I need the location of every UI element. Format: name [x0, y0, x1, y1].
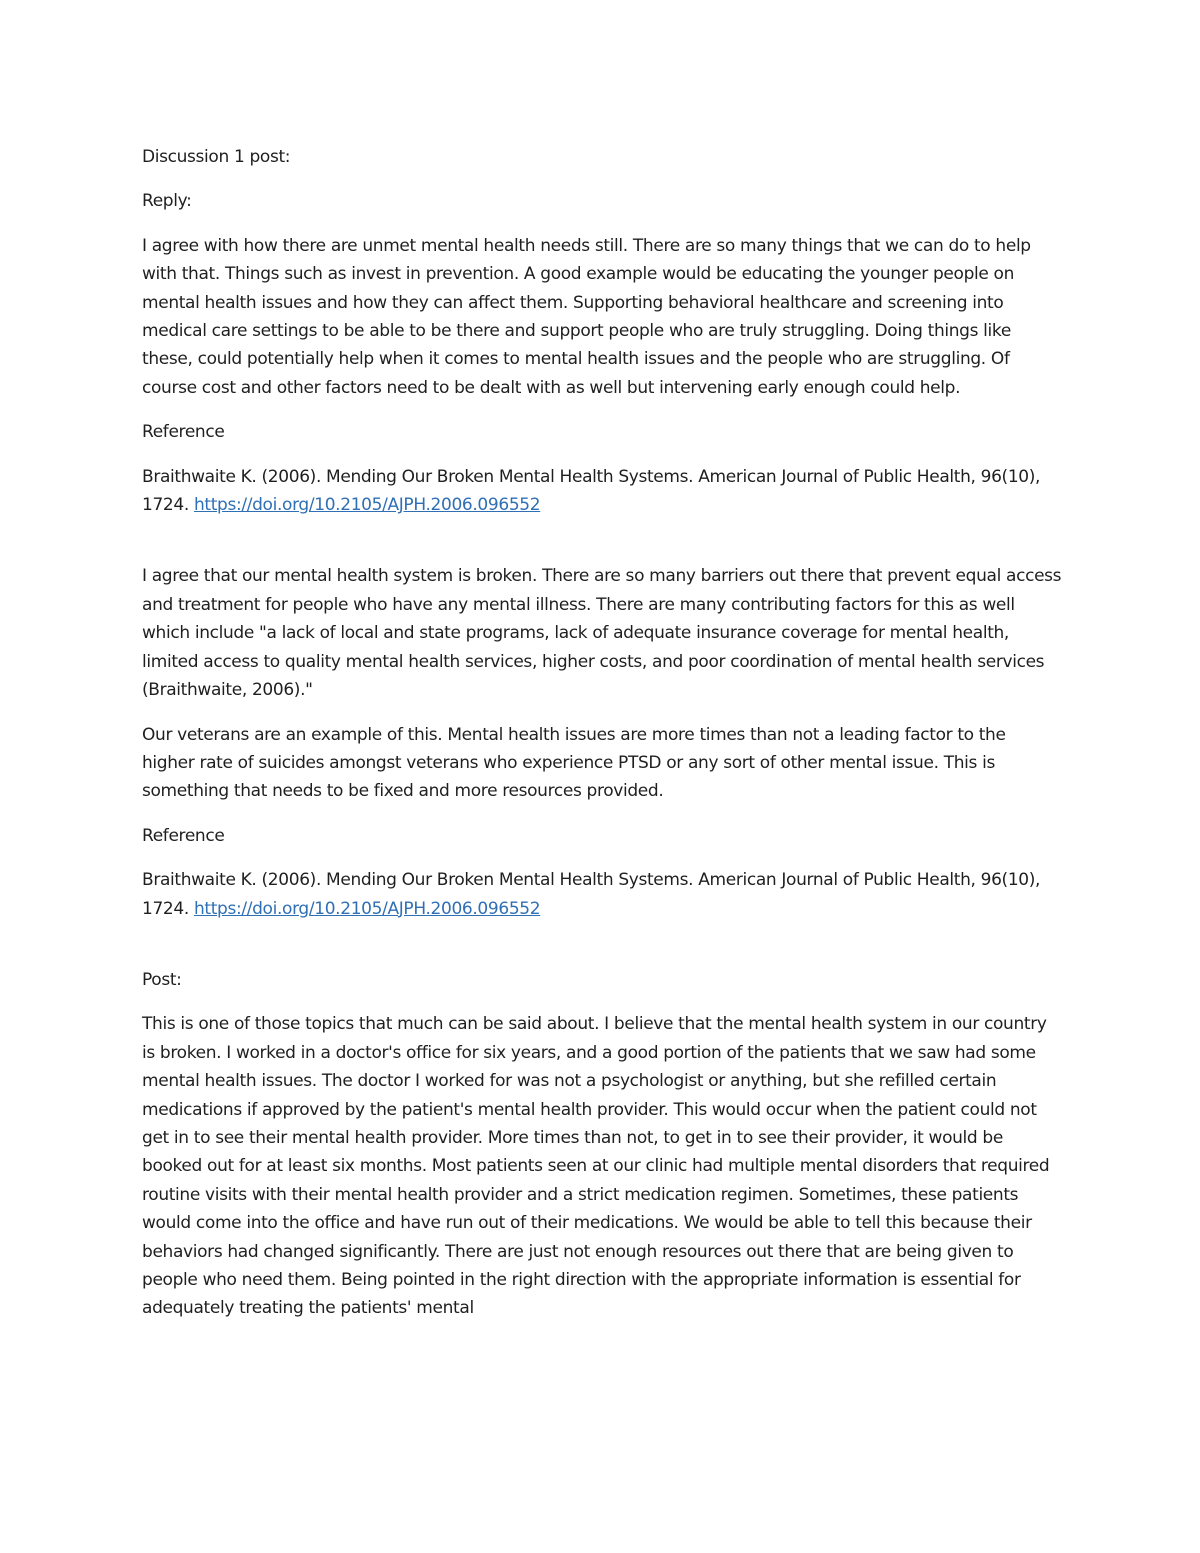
- reference-entry-2: [142, 866, 1062, 923]
- blank-line: [142, 535, 1062, 562]
- paragraph-3: Our veterans are an example of this. Mental health issues are more times than not a leading factor to the higher rate of suicides amongst veterans who experience PTSD or any sort of other mental issue. This is something that needs to be fixed and more resources provided.: [142, 724, 1006, 802]
- document-page: [142, 143, 1062, 1339]
- post-label: Post:: [142, 969, 182, 990]
- reference-label-1: Reference: [142, 422, 225, 443]
- reference-label-2: Reference: [142, 825, 225, 846]
- reference-citation-1: Braithwaite K. (2006). Mending Our Broken Mental Health Systems. American Journal of Public Health, 96(10), 1724.: [142, 466, 1041, 516]
- post-paragraph: This is one of those topics that much can be said about. I believe that the mental health system in our country is broken. I worked in a doctor's office for six years, and a good portion of the patients that we saw had some mental health issues. The doctor I worked for was not a psychologist or anything, but she refilled certain medications if approved by the patient's mental health provider. This would occur when the patient could not get in to see their mental health provider. More times than not, to get in to see their provider, it would be booked out for at least six months. Most patients seen at our clinic had multiple mental disorders that required routine visits with their mental health provider and a strict medication regimen. Sometimes, these patients would come into the office and have run out of their medications. We would be able to tell this because their behaviors had changed significantly. There are just not enough resources out there that are being given to people who need them. Being pointed in the right direction with the appropriate information is essential for adequately treating the patients' mental: [142, 1014, 1050, 1319]
- reply-paragraph: I agree with how there are unmet mental health needs still. There are so many things that we can do to help with that. Things such as invest in prevention. A good example would be educating the younger people on mental health issues and how they can affect them. Supporting behavioral healthcare and screening into medical care settings to be able to be there and support people who are truly struggling. Doing things like these, could potentially help when it comes to mental health issues and the people who are struggling. Of course cost and other factors need to be dealt with as well but intervening early enough could help.: [142, 235, 1031, 398]
- discussion-heading: Discussion 1 post:: [142, 147, 291, 167]
- reply-label: Reply:: [142, 191, 192, 212]
- paragraph-2: I agree that our mental health system is broken. There are so many barriers out there that prevent equal access and treatment for people who have any mental illness. There are many contributing factors for this as well which include "a lack of local and state programs, lack of adequate insurance coverage for mental health, limited access to quality mental health services, higher costs, and poor coordination of mental health services (Braithwaite, 2006).": [142, 566, 1062, 701]
- doi-link-2[interactable]: https://doi.org/10.2105/AJPH.2006.096552: [193, 898, 541, 919]
- reference-entry-1: [142, 463, 1062, 520]
- reference-citation-2: Braithwaite K. (2006). Mending Our Broken Mental Health Systems. American Journal of Public Health, 96(10), 1724.: [142, 870, 1041, 919]
- doi-link-1[interactable]: https://doi.org/10.2105/AJPH.2006.096552: [193, 495, 541, 516]
- blank-line: [142, 939, 1062, 966]
